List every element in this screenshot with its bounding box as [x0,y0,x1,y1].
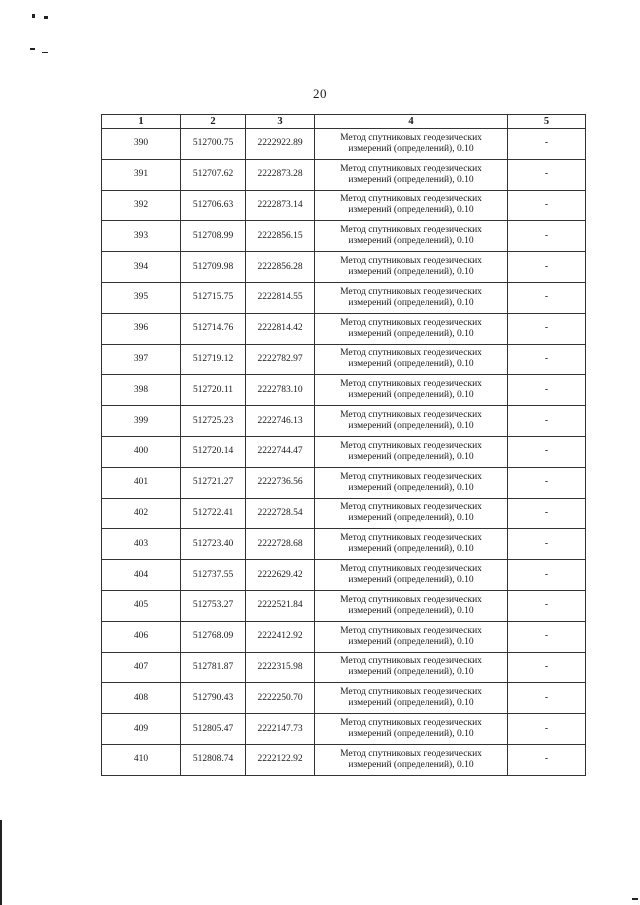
x-coordinate-cell: 512808.74 [181,744,246,775]
scan-artifact-mid-left [30,48,35,50]
method-line-2: измерений (определений), 0.10 [348,421,474,432]
point-number-cell: 397 [102,344,181,375]
method-line-2: измерений (определений), 0.10 [348,544,474,555]
x-coordinate-cell: 512781.87 [181,652,246,683]
y-coordinate-cell: 2222746.13 [246,406,315,437]
method-cell [315,714,508,745]
y-coordinate-cell: 2222856.28 [246,252,315,283]
point-number-cell: 395 [102,282,181,313]
x-coordinate-cell: 512722.41 [181,498,246,529]
point-number-cell: 396 [102,313,181,344]
x-coordinate-cell: 512719.12 [181,344,246,375]
y-coordinate-cell: 2222782.97 [246,344,315,375]
method-line-1: Метод спутниковых геодезических [340,502,482,513]
point-number-cell: 401 [102,467,181,498]
table-row [102,683,586,714]
method-line-2: измерений (определений), 0.10 [348,390,474,401]
note-cell: - [508,344,586,375]
method-line-2: измерений (определений), 0.10 [348,205,474,216]
method-cell [315,498,508,529]
point-number-cell: 404 [102,560,181,591]
method-cell [315,252,508,283]
method-line-1: Метод спутниковых геодезических [340,471,482,482]
x-coordinate-cell: 512753.27 [181,590,246,621]
y-coordinate-cell: 2222736.56 [246,467,315,498]
method-line-2: измерений (определений), 0.10 [348,759,474,770]
method-line-2: измерений (определений), 0.10 [348,328,474,339]
y-coordinate-cell: 2222250.70 [246,683,315,714]
note-cell: - [508,282,586,313]
method-cell [315,129,508,160]
header-col-3: 3 [246,115,315,129]
table-row [102,252,586,283]
coordinates-table [101,114,586,776]
note-cell: - [508,159,586,190]
table-row [102,344,586,375]
x-coordinate-cell: 512706.63 [181,190,246,221]
method-line-2: измерений (определений), 0.10 [348,729,474,740]
method-cell [315,344,508,375]
table-header-row [102,115,586,129]
y-coordinate-cell: 2222728.68 [246,529,315,560]
method-line-1: Метод спутниковых геодезических [340,625,482,636]
method-line-1: Метод спутниковых геодезических [340,286,482,297]
method-line-2: измерений (определений), 0.10 [348,698,474,709]
note-cell: - [508,590,586,621]
method-line-1: Метод спутниковых геодезических [340,225,482,236]
method-line-1: Метод спутниковых геодезических [340,533,482,544]
scan-artifact-mid-left-2 [42,52,48,53]
point-number-cell: 410 [102,744,181,775]
x-coordinate-cell: 512790.43 [181,683,246,714]
method-line-1: Метод спутниковых геодезических [340,256,482,267]
method-line-2: измерений (определений), 0.10 [348,174,474,185]
method-line-2: измерений (определений), 0.10 [348,359,474,370]
note-cell: - [508,652,586,683]
table-row [102,467,586,498]
header-col-5: 5 [508,115,586,129]
note-cell: - [508,621,586,652]
y-coordinate-cell: 2222315.98 [246,652,315,683]
x-coordinate-cell: 512715.75 [181,282,246,313]
table-row [102,714,586,745]
y-coordinate-cell: 2222122.92 [246,744,315,775]
table-row [102,498,586,529]
y-coordinate-cell: 2222873.14 [246,190,315,221]
note-cell: - [508,467,586,498]
table-row [102,529,586,560]
page-number: 20 [313,86,327,101]
y-coordinate-cell: 2222783.10 [246,375,315,406]
header-col-2: 2 [181,115,246,129]
note-cell: - [508,313,586,344]
method-line-2: измерений (определений), 0.10 [348,575,474,586]
method-cell [315,436,508,467]
x-coordinate-cell: 512709.98 [181,252,246,283]
table-row [102,590,586,621]
method-cell [315,375,508,406]
note-cell: - [508,221,586,252]
method-cell [315,221,508,252]
method-cell [315,190,508,221]
table-row [102,282,586,313]
method-line-2: измерений (определений), 0.10 [348,451,474,462]
table-row [102,190,586,221]
method-line-1: Метод спутниковых геодезических [340,718,482,729]
method-cell [315,467,508,498]
method-line-2: измерений (определений), 0.10 [348,236,474,247]
method-line-1: Метод спутниковых геодезических [340,348,482,359]
y-coordinate-cell: 2222629.42 [246,560,315,591]
method-line-2: измерений (определений), 0.10 [348,513,474,524]
note-cell: - [508,190,586,221]
table-row [102,621,586,652]
method-cell [315,313,508,344]
point-number-cell: 391 [102,159,181,190]
point-number-cell: 407 [102,652,181,683]
scan-artifact-top-left [32,14,35,18]
table-row [102,159,586,190]
scan-edge-left [0,820,2,905]
method-line-2: измерений (определений), 0.10 [348,605,474,616]
x-coordinate-cell: 512720.11 [181,375,246,406]
scan-artifact-top-left-2 [44,16,48,19]
table-row [102,313,586,344]
header-col-4: 4 [315,115,508,129]
table-row [102,375,586,406]
point-number-cell: 399 [102,406,181,437]
point-number-cell: 392 [102,190,181,221]
table-row [102,436,586,467]
x-coordinate-cell: 512805.47 [181,714,246,745]
header-col-1: 1 [102,115,181,129]
x-coordinate-cell: 512737.55 [181,560,246,591]
method-cell [315,652,508,683]
table-row [102,560,586,591]
method-line-1: Метод спутниковых геодезических [340,440,482,451]
note-cell: - [508,129,586,160]
note-cell: - [508,406,586,437]
x-coordinate-cell: 512707.62 [181,159,246,190]
point-number-cell: 402 [102,498,181,529]
method-line-1: Метод спутниковых геодезических [340,564,482,575]
table-body [102,129,586,776]
method-line-2: измерений (определений), 0.10 [348,297,474,308]
note-cell: - [508,498,586,529]
y-coordinate-cell: 2222728.54 [246,498,315,529]
y-coordinate-cell: 2222521.84 [246,590,315,621]
point-number-cell: 406 [102,621,181,652]
point-number-cell: 394 [102,252,181,283]
method-line-1: Метод спутниковых геодезических [340,379,482,390]
note-cell: - [508,714,586,745]
method-cell [315,529,508,560]
method-cell [315,621,508,652]
method-line-2: измерений (определений), 0.10 [348,636,474,647]
note-cell: - [508,375,586,406]
y-coordinate-cell: 2222922.89 [246,129,315,160]
method-line-1: Метод спутниковых геодезических [340,317,482,328]
table-row [102,221,586,252]
method-line-1: Метод спутниковых геодезических [340,132,482,143]
point-number-cell: 398 [102,375,181,406]
note-cell: - [508,436,586,467]
method-cell [315,590,508,621]
y-coordinate-cell: 2222412.92 [246,621,315,652]
x-coordinate-cell: 512725.23 [181,406,246,437]
method-cell [315,744,508,775]
method-line-1: Метод спутниковых геодезических [340,687,482,698]
table-row [102,406,586,437]
method-cell [315,560,508,591]
method-line-2: измерений (определений), 0.10 [348,143,474,154]
point-number-cell: 403 [102,529,181,560]
point-number-cell: 390 [102,129,181,160]
y-coordinate-cell: 2222147.73 [246,714,315,745]
y-coordinate-cell: 2222873.28 [246,159,315,190]
table-row [102,129,586,160]
method-cell [315,683,508,714]
note-cell: - [508,252,586,283]
note-cell: - [508,683,586,714]
method-line-2: измерений (определений), 0.10 [348,267,474,278]
method-cell [315,406,508,437]
method-line-1: Метод спутниковых геодезических [340,594,482,605]
method-line-2: измерений (определений), 0.10 [348,667,474,678]
table-row [102,652,586,683]
method-line-1: Метод спутниковых геодезических [340,163,482,174]
y-coordinate-cell: 2222814.42 [246,313,315,344]
point-number-cell: 409 [102,714,181,745]
y-coordinate-cell: 2222744.47 [246,436,315,467]
x-coordinate-cell: 512723.40 [181,529,246,560]
y-coordinate-cell: 2222856.15 [246,221,315,252]
method-line-1: Метод спутниковых геодезических [340,656,482,667]
method-line-2: измерений (определений), 0.10 [348,482,474,493]
note-cell: - [508,529,586,560]
y-coordinate-cell: 2222814.55 [246,282,315,313]
scan-artifact-bottom-right [632,898,638,900]
method-line-1: Метод спутниковых геодезических [340,748,482,759]
table-row [102,744,586,775]
note-cell: - [508,744,586,775]
x-coordinate-cell: 512700.75 [181,129,246,160]
point-number-cell: 408 [102,683,181,714]
x-coordinate-cell: 512768.09 [181,621,246,652]
method-cell [315,159,508,190]
point-number-cell: 405 [102,590,181,621]
x-coordinate-cell: 512708.99 [181,221,246,252]
x-coordinate-cell: 512720.14 [181,436,246,467]
x-coordinate-cell: 512721.27 [181,467,246,498]
note-cell: - [508,560,586,591]
method-cell [315,282,508,313]
point-number-cell: 400 [102,436,181,467]
x-coordinate-cell: 512714.76 [181,313,246,344]
method-line-1: Метод спутниковых геодезических [340,194,482,205]
point-number-cell: 393 [102,221,181,252]
method-line-1: Метод спутниковых геодезических [340,410,482,421]
